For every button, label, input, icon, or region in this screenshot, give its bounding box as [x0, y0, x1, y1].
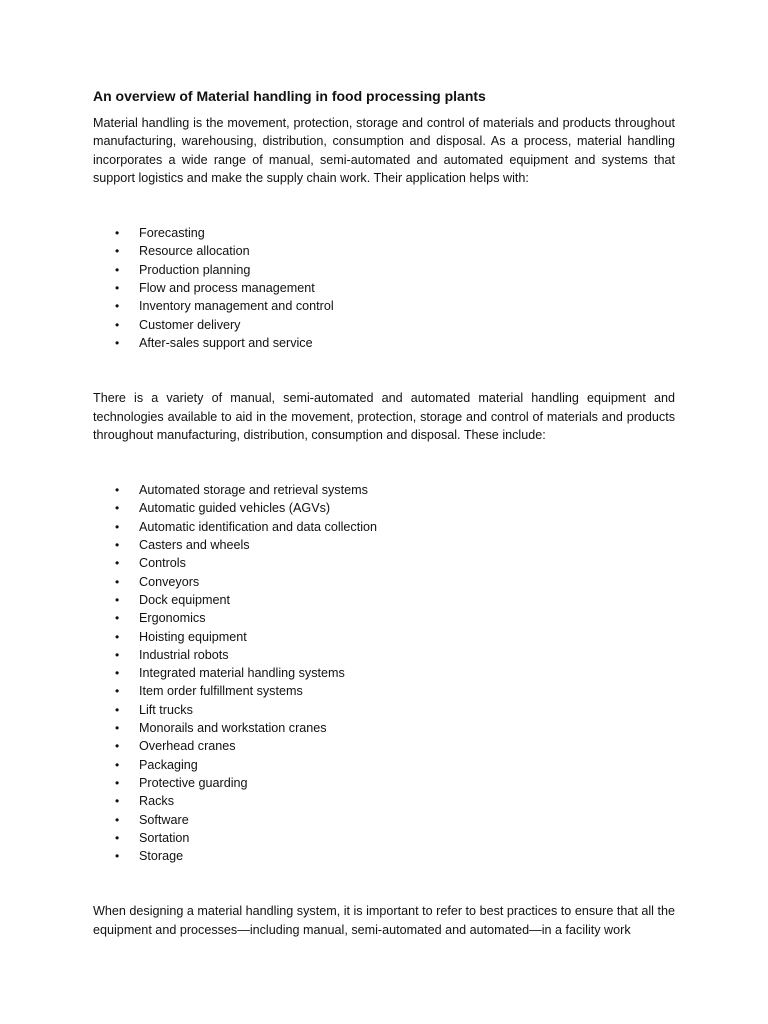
applications-list [93, 224, 675, 352]
bullet-icon: • [115, 739, 120, 754]
list-item [115, 316, 675, 334]
bullet-icon: • [115, 538, 120, 553]
list-item [115, 554, 675, 572]
list-item-text: Industrial robots [139, 647, 229, 662]
list-item [115, 664, 675, 682]
list-item-text: Casters and wheels [139, 538, 250, 553]
list-item [115, 481, 675, 499]
list-item [115, 792, 675, 810]
bullet-icon: • [115, 721, 120, 736]
bullet-icon: • [115, 519, 120, 534]
bullet-icon: • [115, 299, 120, 314]
list-item-text: Software [139, 812, 189, 827]
list-item-text: Production planning [139, 262, 251, 277]
list-item-text: Dock equipment [139, 592, 231, 607]
bullet-icon: • [115, 666, 120, 681]
list-item-text: Lift trucks [139, 702, 193, 717]
list-item [115, 261, 675, 279]
list-item-text: Inventory management and control [139, 299, 334, 314]
list-item-text: Customer delivery [139, 317, 241, 332]
list-item [115, 536, 675, 554]
equipment-list [93, 481, 675, 865]
bullet-icon: • [115, 483, 120, 498]
bullet-icon: • [115, 574, 120, 589]
list-item-text: Automatic identification and data collection [139, 519, 378, 534]
bullet-icon: • [115, 647, 120, 662]
list-item [115, 701, 675, 719]
document-title: An overview of Material handling in food processing plants [93, 88, 486, 104]
list-item-text: Automatic guided vehicles (AGVs) [139, 501, 331, 516]
list-item-text: Conveyors [139, 574, 200, 589]
list-item [115, 242, 675, 260]
list-item [115, 573, 675, 591]
bullet-icon: • [115, 244, 120, 259]
list-item [115, 646, 675, 664]
bullet-icon: • [115, 226, 120, 241]
bullet-icon: • [115, 335, 120, 350]
list-item-text: Resource allocation [139, 244, 250, 259]
bullet-icon: • [115, 317, 120, 332]
list-item [115, 628, 675, 646]
bullet-icon: • [115, 262, 120, 277]
list-item [115, 811, 675, 829]
bullet-icon: • [115, 794, 120, 809]
list-item-text: Monorails and workstation cranes [139, 721, 327, 736]
list-item-text: Item order fulfillment systems [139, 684, 303, 699]
list-item-text: Racks [139, 794, 174, 809]
bullet-icon: • [115, 592, 120, 607]
list-item [115, 719, 675, 737]
document-page [93, 87, 675, 939]
bullet-icon: • [115, 684, 120, 699]
list-item [115, 774, 675, 792]
list-item-text: Packaging [139, 757, 198, 772]
bullet-icon: • [115, 849, 120, 864]
list-item [115, 224, 675, 242]
list-item [115, 499, 675, 517]
bullet-icon: • [115, 281, 120, 296]
bullet-icon: • [115, 629, 120, 644]
design-paragraph: When designing a material handling system, it is important to refer to best practices to ensure that all the equipment and processes—including manual, semi-automated and automated—in a facility work [93, 904, 675, 937]
list-item [115, 682, 675, 700]
list-item-text: Storage [139, 849, 184, 864]
list-item-text: Forecasting [139, 226, 205, 241]
bullet-icon: • [115, 757, 120, 772]
list-item [115, 756, 675, 774]
list-item-text: Protective guarding [139, 775, 248, 790]
list-item [115, 847, 675, 865]
list-item-text: Ergonomics [139, 611, 206, 626]
bullet-icon: • [115, 812, 120, 827]
list-item [115, 279, 675, 297]
bullet-icon: • [115, 830, 120, 845]
list-item-text: Controls [139, 556, 186, 571]
list-item [115, 518, 675, 536]
equipment-paragraph: There is a variety of manual, semi-automated and automated material handling equipment and technologies available to aid in the movement, protection, storage and control of materials and products throughout manufacturing, distribution, consumption and disposal. These include: [93, 391, 675, 442]
bullet-icon: • [115, 611, 120, 626]
list-item-text: Sortation [139, 830, 190, 845]
list-item-text: Automated storage and retrieval systems [139, 483, 368, 498]
list-item [115, 829, 675, 847]
list-item [115, 334, 675, 352]
intro-paragraph: Material handling is the movement, protection, storage and control of materials and products throughout manufacturing, warehousing, distribution, consumption and disposal. As a process, material handling incorporates a wide range of manual, semi-automated and automated equipment and systems that support logistics and make the supply chain work. Their application helps with: [93, 116, 675, 185]
list-item-text: Integrated material handling systems [139, 666, 345, 681]
list-item [115, 609, 675, 627]
bullet-icon: • [115, 501, 120, 516]
bullet-icon: • [115, 775, 120, 790]
list-item [115, 591, 675, 609]
list-item [115, 737, 675, 755]
list-item-text: Overhead cranes [139, 739, 236, 754]
list-item-text: Hoisting equipment [139, 629, 247, 644]
list-item [115, 297, 675, 315]
list-item-text: Flow and process management [139, 281, 315, 296]
bullet-icon: • [115, 702, 120, 717]
bullet-icon: • [115, 556, 120, 571]
list-item-text: After-sales support and service [139, 335, 313, 350]
